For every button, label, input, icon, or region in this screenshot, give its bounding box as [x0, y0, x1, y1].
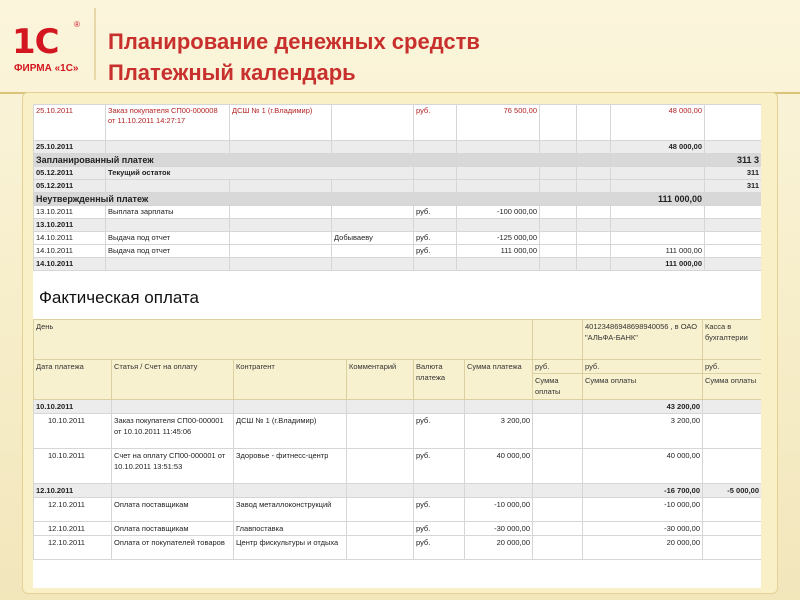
header-divider: [94, 8, 96, 80]
cell-date: 12.10.2011: [34, 498, 112, 522]
cell-empty: [332, 105, 414, 141]
section-label: Запланированный платеж: [34, 154, 457, 167]
col-header-sum-pay: Сумма оплаты: [533, 374, 583, 400]
cell-amount: 111 000,00: [611, 258, 705, 271]
col-header-sum-pay: Сумма оплаты: [583, 374, 703, 400]
cell-currency: руб.: [414, 449, 465, 484]
header-row-1: [34, 320, 762, 360]
title-line-1: Планирование денежных средств: [108, 29, 480, 54]
cell-date: 25.10.2011: [34, 141, 106, 154]
cell-article: Заказ покупателя СП00-000001 от 10.10.2011 11:45:06: [112, 414, 234, 449]
logo-text: 1С: [12, 22, 59, 62]
cell-currency: руб.: [414, 245, 457, 258]
cell-sum: 111 000,00: [457, 245, 540, 258]
title-line-2: Платежный календарь: [108, 60, 356, 85]
cell-document: Заказ покупателя СП00-000008 от 11.10.2011 14:27:17: [106, 105, 230, 141]
cell-label: Выплата зарплаты: [106, 206, 230, 219]
cell-date: 05.12.2011: [34, 180, 106, 193]
cell-sum: 76 500,00: [457, 105, 540, 141]
cell-label: Выдача под отчет: [106, 232, 230, 245]
fact-table: [33, 319, 761, 560]
cell-date: 25.10.2011: [34, 105, 106, 141]
cell-agent: ДСШ № 1 (г.Владимир): [230, 105, 332, 141]
table-row[interactable]: [34, 167, 762, 180]
cell-sum: -10 000,00: [465, 498, 533, 522]
col-header-cash: Касса в бухгалтерии: [703, 320, 762, 360]
cell-sum: -30 000,00: [465, 522, 533, 536]
section-value: 111 000,00: [611, 193, 705, 206]
cell-agent: Завод металлоконструкций: [234, 498, 347, 522]
slide-title: [108, 26, 480, 88]
col-header-currency: Валюта платежа: [414, 360, 465, 400]
cell-date: 13.10.2011: [34, 206, 106, 219]
cell-currency: руб.: [414, 105, 457, 141]
table-row[interactable]: [34, 105, 762, 141]
cell-sum: -125 000,00: [457, 232, 540, 245]
cell-label: Текущий остаток: [106, 167, 414, 180]
cell-currency: руб.: [414, 232, 457, 245]
cell-amount: 48 000,00: [611, 141, 705, 154]
cell-amount: 48 000,00: [611, 105, 705, 141]
col-header-rub: руб.: [533, 360, 583, 374]
cell-empty: [577, 105, 611, 141]
col-header-sum: Сумма платежа: [465, 360, 533, 400]
logo-registered-mark: ®: [74, 20, 80, 29]
cell-agent: Главпоставка: [234, 522, 347, 536]
cell-date: 10.10.2011: [34, 400, 112, 414]
table-row[interactable]: [34, 232, 762, 245]
table-row-total[interactable]: [34, 258, 762, 271]
col-header-rub: руб.: [583, 360, 703, 374]
cell-currency: руб.: [414, 522, 465, 536]
cell-currency: руб.: [414, 414, 465, 449]
col-header-rub: руб.: [703, 360, 762, 374]
cell-date: 14.10.2011: [34, 232, 106, 245]
cell-article: Оплата от покупателей товаров: [112, 536, 234, 560]
cell-amount: 43 200,00: [583, 400, 703, 414]
cell-currency: руб.: [414, 206, 457, 219]
cell-label: Выдача под отчет: [106, 245, 230, 258]
col-header-agent: Контрагент: [234, 360, 347, 400]
header-row-2: [34, 360, 762, 374]
cell-date: 05.12.2011: [34, 167, 106, 180]
logo-firm-name: ФИРМА «1С»: [14, 63, 79, 74]
report-sheet: [33, 104, 761, 588]
cell-date: 12.10.2011: [34, 536, 112, 560]
payment-row[interactable]: [34, 498, 762, 522]
cell-bank-amount: 20 000,00: [583, 536, 703, 560]
cell-amount: -16 700,00: [583, 484, 703, 498]
cell-article: Счет на оплату СП00-000001 от 10.10.2011 13:51:53: [112, 449, 234, 484]
company-logo: [4, 8, 86, 78]
cell-article: Оплата поставщикам: [112, 522, 234, 536]
cell-amount: 311: [705, 180, 762, 193]
day-row[interactable]: [34, 484, 762, 498]
table-row-total[interactable]: [34, 141, 762, 154]
cell-date: 10.10.2011: [34, 449, 112, 484]
cell-currency: руб.: [414, 536, 465, 560]
col-header-empty: [533, 320, 583, 360]
cell-date: 14.10.2011: [34, 245, 106, 258]
cell-date: 12.10.2011: [34, 522, 112, 536]
cell-agent: Центр фискультуры и отдыха: [234, 536, 347, 560]
cell-empty: [540, 105, 577, 141]
col-header-pay-date: Дата платежа: [34, 360, 112, 400]
col-header-day: День: [34, 320, 533, 360]
payment-row[interactable]: [34, 536, 762, 560]
section-label: Неутвержденный платеж: [34, 193, 457, 206]
plan-table: [33, 104, 761, 271]
table-row[interactable]: [34, 206, 762, 219]
cell-agent: Добываеву: [332, 232, 414, 245]
cell-cash-amount: -5 000,00: [703, 484, 762, 498]
cell-article: Оплата поставщикам: [112, 498, 234, 522]
cell-sum: 20 000,00: [465, 536, 533, 560]
col-header-account: 40123486948698940056 , в ОАО "АЛЬФА-БАНК": [583, 320, 703, 360]
cell-sum: 3 200,00: [465, 414, 533, 449]
cell-sum: -100 000,00: [457, 206, 540, 219]
payment-row[interactable]: [34, 414, 762, 449]
cell-date: 10.10.2011: [34, 414, 112, 449]
fact-payment-title: Фактическая оплата: [39, 288, 200, 307]
cell-agent: ДСШ № 1 (г.Владимир): [234, 414, 347, 449]
table-row-total[interactable]: [34, 180, 762, 193]
cell-sum: 40 000,00: [465, 449, 533, 484]
col-header-article: Статья / Счет на оплату: [112, 360, 234, 400]
cell-bank-amount: -10 000,00: [583, 498, 703, 522]
cell-bank-amount: 3 200,00: [583, 414, 703, 449]
cell-currency: руб.: [414, 498, 465, 522]
day-row[interactable]: [34, 400, 762, 414]
section-row-unconfirmed[interactable]: [34, 193, 762, 206]
table-row[interactable]: [34, 245, 762, 258]
payment-row[interactable]: [34, 522, 762, 536]
cell-date: 12.10.2011: [34, 484, 112, 498]
col-header-sum-pay: Сумма оплаты: [703, 374, 762, 400]
cell-empty: [705, 105, 762, 141]
section-row-planned[interactable]: [34, 154, 762, 167]
cell-agent: Здоровье - фитнесс-центр: [234, 449, 347, 484]
section-value: 311 3: [705, 154, 762, 167]
col-header-comment: Комментарий: [347, 360, 414, 400]
cell-date: 13.10.2011: [34, 219, 106, 232]
table-row-total[interactable]: [34, 219, 762, 232]
payment-row[interactable]: [34, 449, 762, 484]
cell-bank-amount: -30 000,00: [583, 522, 703, 536]
cell-amount: 311: [705, 167, 762, 180]
cell-date: 14.10.2011: [34, 258, 106, 271]
cell-amount: 111 000,00: [611, 245, 705, 258]
cell-bank-amount: 40 000,00: [583, 449, 703, 484]
